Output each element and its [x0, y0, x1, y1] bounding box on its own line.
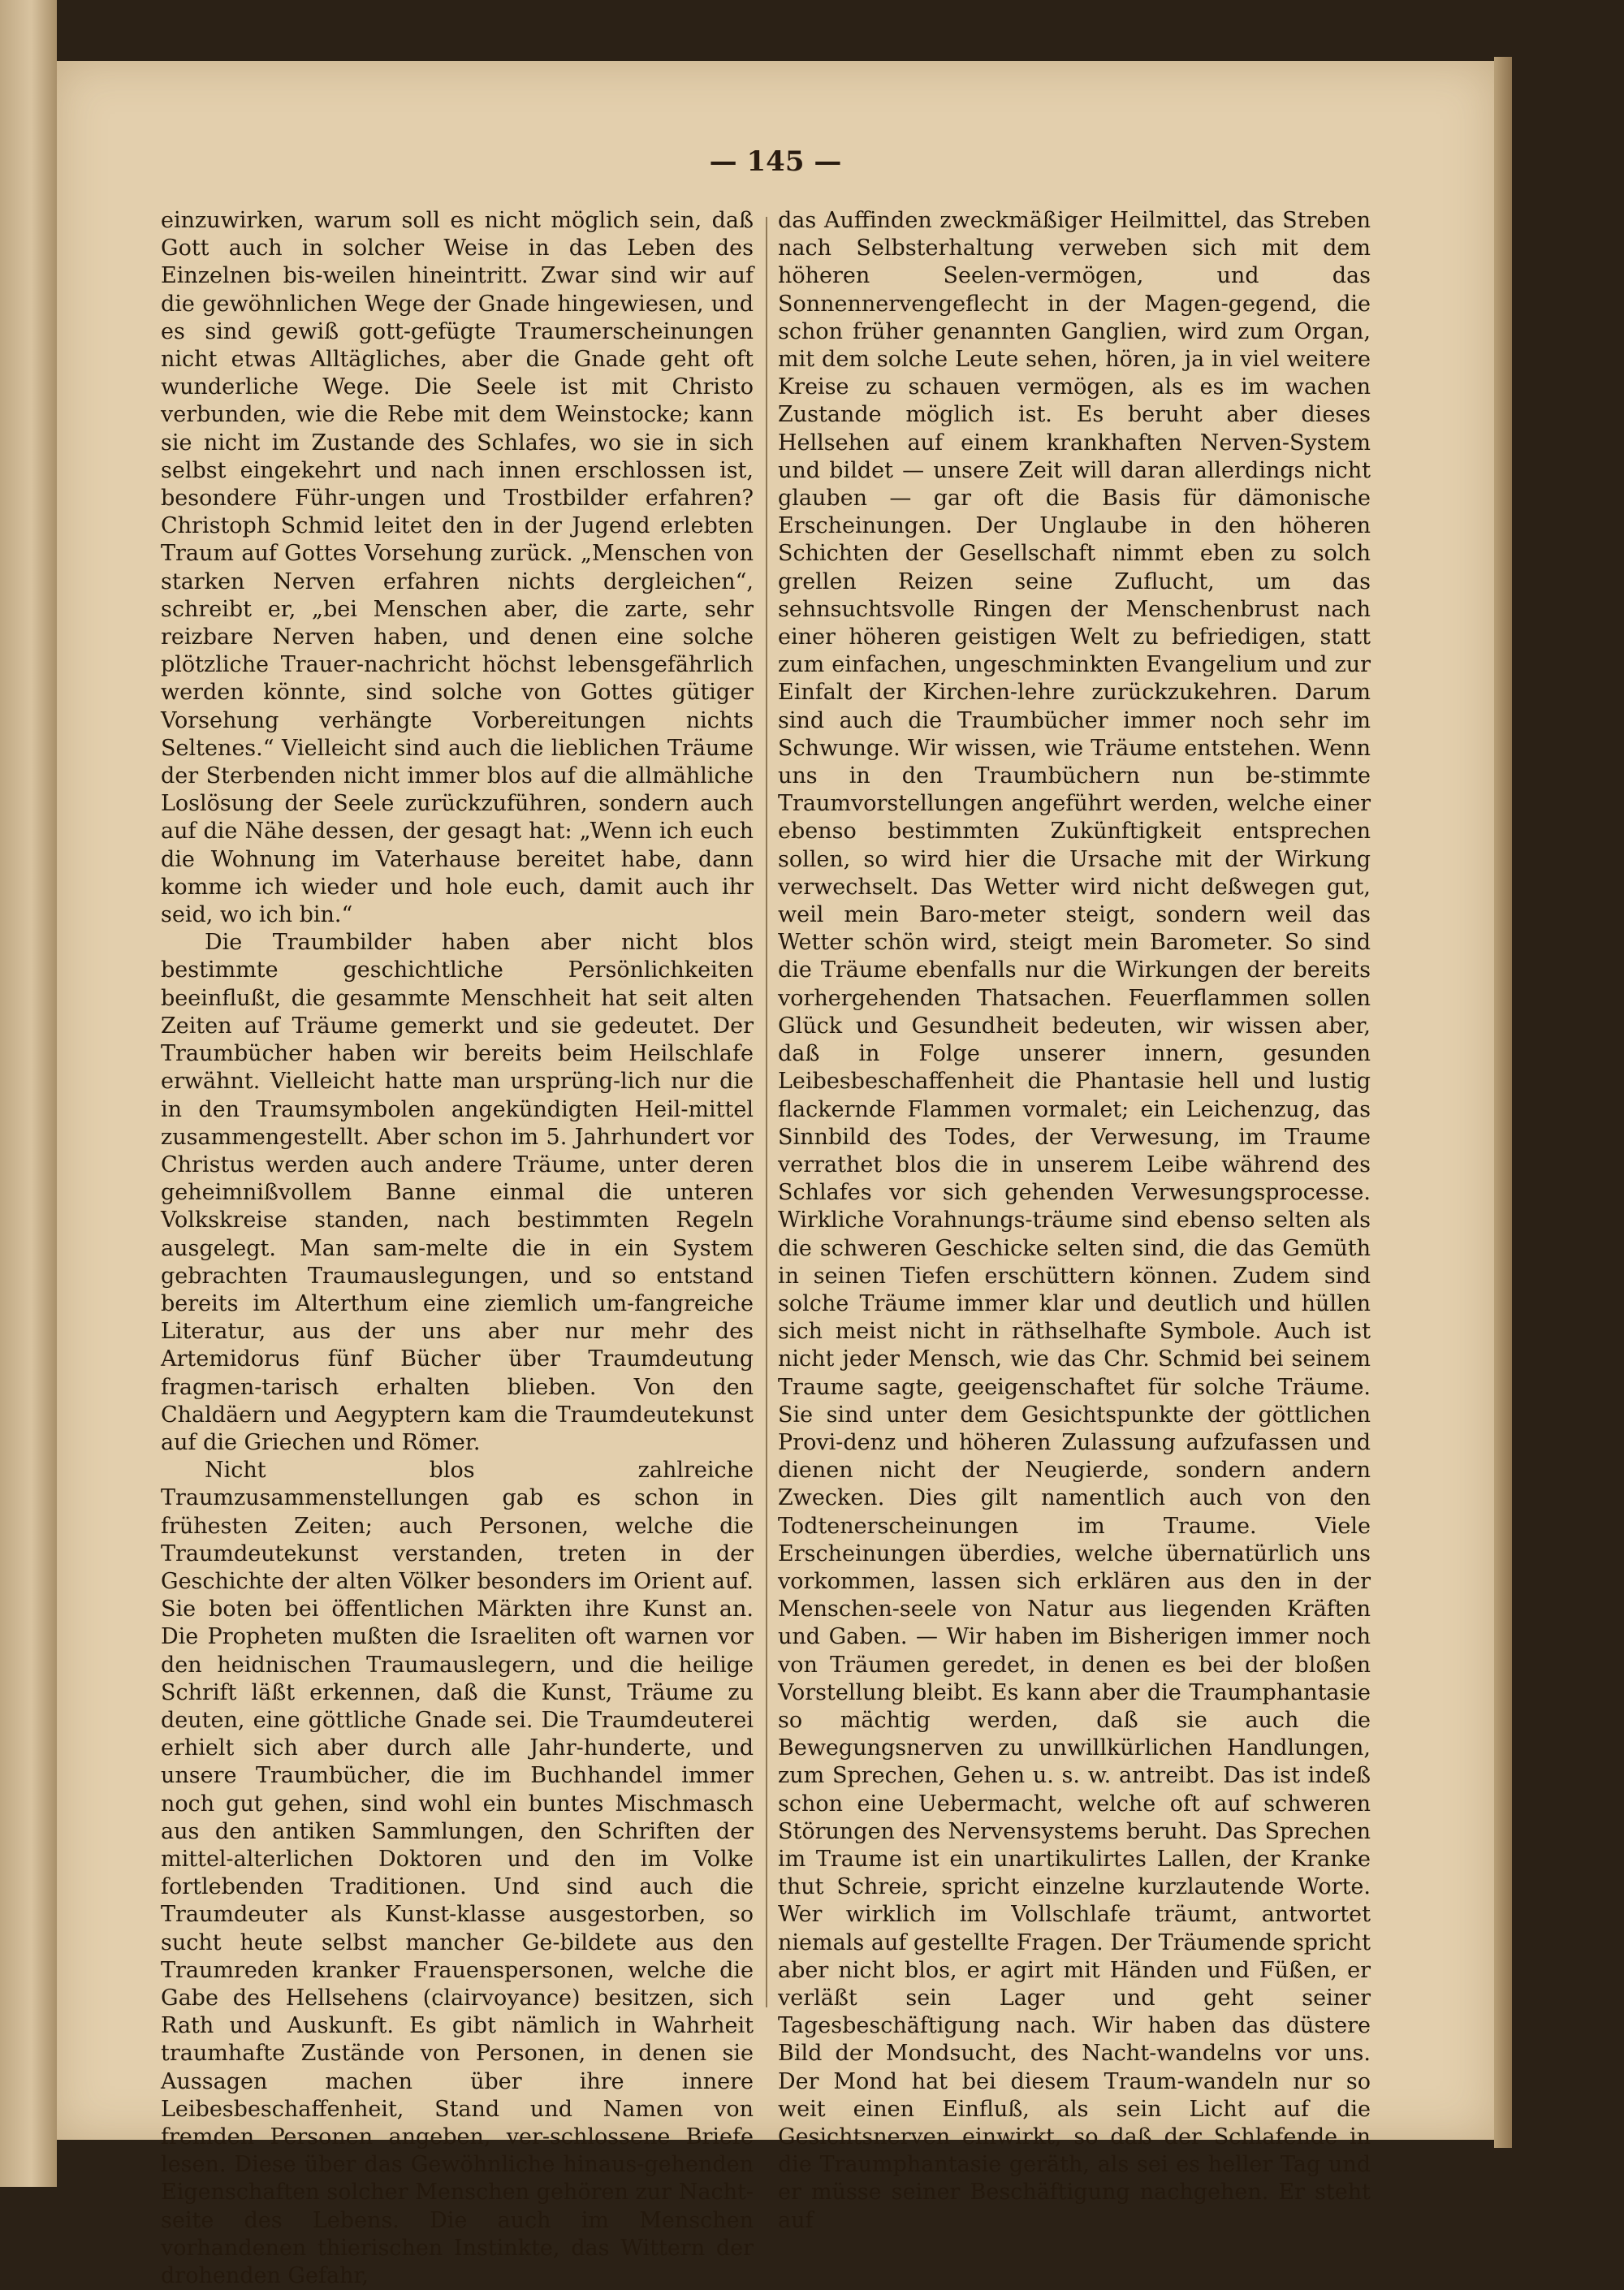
right-text-column [778, 207, 1371, 2233]
book-page [57, 61, 1494, 2289]
page-number: — 145 — [709, 145, 842, 178]
paragraph: Die Traumbilder haben aber nicht blos bestimmte geschichtliche Persönlichkeiten beeinflußt, die gesammte Menschheit hat seit alten Zeiten auf Träume gemerkt und sie gedeutet. Der Traumbücher haben wir bereits beim Heilschlafe erwähnt. Vielleicht hatte man ursprüng-lich nur die in den Traumsymbolen angekündigten Heil-mittel zusammengestellt. Aber schon im 5. Jahrhundert vor Christus werden auch andere Träume, unter deren geheimnißvollem Banne einmal die unteren Volkskreise standen, nach bestimmten Regeln ausgelegt. Man sam-melte die in ein System gebrachten Traumauslegungen, und so entstand bereits im Alterthum eine ziemlich um-fangreiche Literatur, aus der uns aber nur mehr des Artemidorus fünf Bücher über Traumdeutung fragmen-tarisch erhalten blieben. Von den Chaldäern und Aegyptern kam die Traumdeutekunst auf die Griechen und Römer. [161, 930, 754, 1455]
left-text-column [161, 207, 754, 2289]
paragraph: einzuwirken, warum soll es nicht möglich sein, daß Gott auch in solcher Weise in das Leben des Einzelnen bis-weilen hineintritt. Zwar sind wir auf die gewöhnlichen Wege der Gnade hingewiesen, und es sind gewiß gott-gefügte Traumerscheinungen nicht etwas Alltägliches, aber die Gnade geht oft wunderliche Wege. Die Seele ist mit Christo verbunden, wie die Rebe mit dem Weinstocke; kann sie nicht im Zustande des Schlafes, wo sie in sich selbst eingekehrt und nach innen erschlossen ist, besondere Führ-ungen und Trostbilder erfahren? Christoph Schmid leitet den in der Jugend erlebten Traum auf Gottes Vorsehung zurück. „Menschen von starken Nerven erfahren nichts dergleichen“, schreibt er, „bei Menschen aber, die zarte, sehr reizbare Nerven haben, und denen eine solche plötzliche Trauer-nachricht höchst lebensgefährlich werden könnte, sind solche von Gottes gütiger Vorsehung verhängte Vorbereitungen nichts Seltenes.“ Vielleicht sind auch die lieblichen Träume der Sterbenden nicht immer blos auf die allmähliche Loslösung der Seele zurückzuführen, sondern auch auf die Nähe dessen, der gesagt hat: „Wenn ich euch die Wohnung im Vaterhause bereitet habe, dann komme ich wieder und hole euch, damit auch ihr seid, wo ich bin.“ [161, 208, 754, 928]
paragraph: Nicht blos zahlreiche Traumzusammenstellungen gab es schon in frühesten Zeiten; auch Personen, welche die Traumdeutekunst verstanden, treten in der Geschichte der alten Völker besonders im Orient auf. Sie boten bei öffentlichen Märkten ihre Kunst an. Die Propheten mußten die Israeliten oft warnen vor den heidnischen Traumauslegern, und die heilige Schrift läßt erkennen, daß die Kunst, Träume zu deuten, eine göttliche Gnade sei. Die Traumdeuterei erhielt sich aber durch alle Jahr-hunderte, und unsere Traumbücher, die im Buchhandel immer noch gut gehen, sind wohl ein buntes Mischmasch aus den antiken Sammlungen, den Schriften der mittel-alterlichen Doktoren und den im Volke fortlebenden Traditionen. Und sind auch die Traumdeuter als Kunst-klasse ausgestorben, so sucht heute selbst mancher Ge-bildete aus den Traumreden kranker Frauenspersonen, welche die Gabe des Hellsehens (clairvoyance) besitzen, sich Rath und Auskunft. Es gibt nämlich in Wahrheit traumhafte Zustände von Personen, in denen sie Aussagen machen über ihre innere Leibesbeschaffenheit, Stand und Namen von fremden Personen angeben, ver-schlossene Briefe lesen. Diese über das Gewöhnliche hinaus-gehenden Eigenschaften solcher Menschen gehören zur Nacht-seite des Lebens. Die auch im Menschen vorhandenen thierischen Instinkte, das Wittern der drohenden Gefahr, [161, 1458, 754, 2289]
left-page-edge [0, 0, 57, 2187]
paragraph: das Auffinden zweckmäßiger Heilmittel, das Streben nach Selbsterhaltung verweben sich mit dem höheren Seelen-vermögen, und das Sonnennervengeflecht in der Magen-gegend, die schon früher genannten Ganglien, wird zum Organ, mit dem solche Leute sehen, hören, ja in viel weitere Kreise zu schauen vermögen, als es im wachen Zustande möglich ist. Es beruht aber dieses Hellsehen auf einem krankhaften Nerven-System und bildet — unsere Zeit will daran allerdings nicht glauben — gar oft die Basis für dämonische Erscheinungen. Der Unglaube in den höheren Schichten der Gesellschaft nimmt eben zu solch grellen Reizen seine Zuflucht, um das sehnsuchtsvolle Ringen der Menschenbrust nach einer höheren geistigen Welt zu befriedigen, statt zum einfachen, ungeschminkten Evangelium und zur Einfalt der Kirchen-lehre zurückzukehren. Darum sind auch die Traumbücher immer noch sehr im Schwunge. Wir wissen, wie Träume entstehen. Wenn uns in den Traumbüchern nun be-stimmte Traumvorstellungen angeführt werden, welche einer ebenso bestimmten Zukünftigkeit entsprechen sollen, so wird hier die Ursache mit der Wirkung verwechselt. Das Wetter wird nicht deßwegen gut, weil mein Baro-meter steigt, sondern weil das Wetter schön wird, steigt mein Barometer. So sind die Träume ebenfalls nur die Wirkungen der bereits vorhergehenden Thatsachen. Feuerflammen sollen Glück und Gesundheit bedeuten, wir wissen aber, daß in Folge unserer innern, gesunden Leibesbeschaffenheit die Phantasie hell und lustig flackernde Flammen vormalet; ein Leichenzug, das Sinnbild des Todes, der Verwesung, im Traume verrathet blos die in unserem Leibe während des Schlafes vor sich gehenden Verwesungsprocesse. Wirkliche Vorahnungs-träume sind ebenso selten als die schweren Geschicke selten sind, die das Gemüth in seinen Tiefen erschüttern können. Zudem sind solche Träume immer klar und deutlich und hüllen sich meist nicht in räthselhafte Symbole. Auch ist nicht jeder Mensch, wie das Chr. Schmid bei seinem Traume sagte, geeigenschaftet für solche Träume. Sie sind unter dem Gesichtspunkte der göttlichen Provi-denz und höheren Zulassung aufzufassen und dienen nicht der Neugierde, sondern andern Zwecken. Dies gilt namentlich auch von den Todtenerscheinungen im Traume. Viele Erscheinungen überdies, welche übernatürlich uns vorkommen, lassen sich erklären aus den in der Menschen-seele von Natur aus liegenden Kräften und Gaben. — Wir haben im Bisherigen immer noch von Träumen geredet, in denen es bei der bloßen Vorstellung bleibt. Es kann aber die Traumphantasie so mächtig werden, daß sie auch die Bewegungsnerven zu unwillkürlichen Handlungen, zum Sprechen, Gehen u. s. w. antreibt. Das ist indeß schon eine Uebermacht, welche oft auf schweren Störungen des Nervensystems beruht. Das Sprechen im Traume ist ein unartikulirtes Lallen, der Kranke thut Schreie, spricht einzelne kurzlautende Worte. Wer wirklich im Vollschlafe träumt, antwortet niemals auf gestellte Fragen. Der Träumende spricht aber nicht blos, er agirt mit Händen und Füßen, er verläßt sein Lager und geht seiner Tagesbeschäftigung nach. Wir haben das düstere Bild der Mondsucht, des Nacht-wandelns vor uns. Der Mond hat bei diesem Traum-wandeln nur so weit einen Einfluß, als sein Licht auf die Gesichtsnerven einwirkt, so daß der Schlafende in die Traumphantasie geräth, als sei es heller Tag und er müsse seiner Beschäftigung nachgehen. Er steht auf [778, 208, 1371, 2233]
column-divider [766, 217, 767, 2007]
right-page-edge [1494, 57, 1512, 2148]
